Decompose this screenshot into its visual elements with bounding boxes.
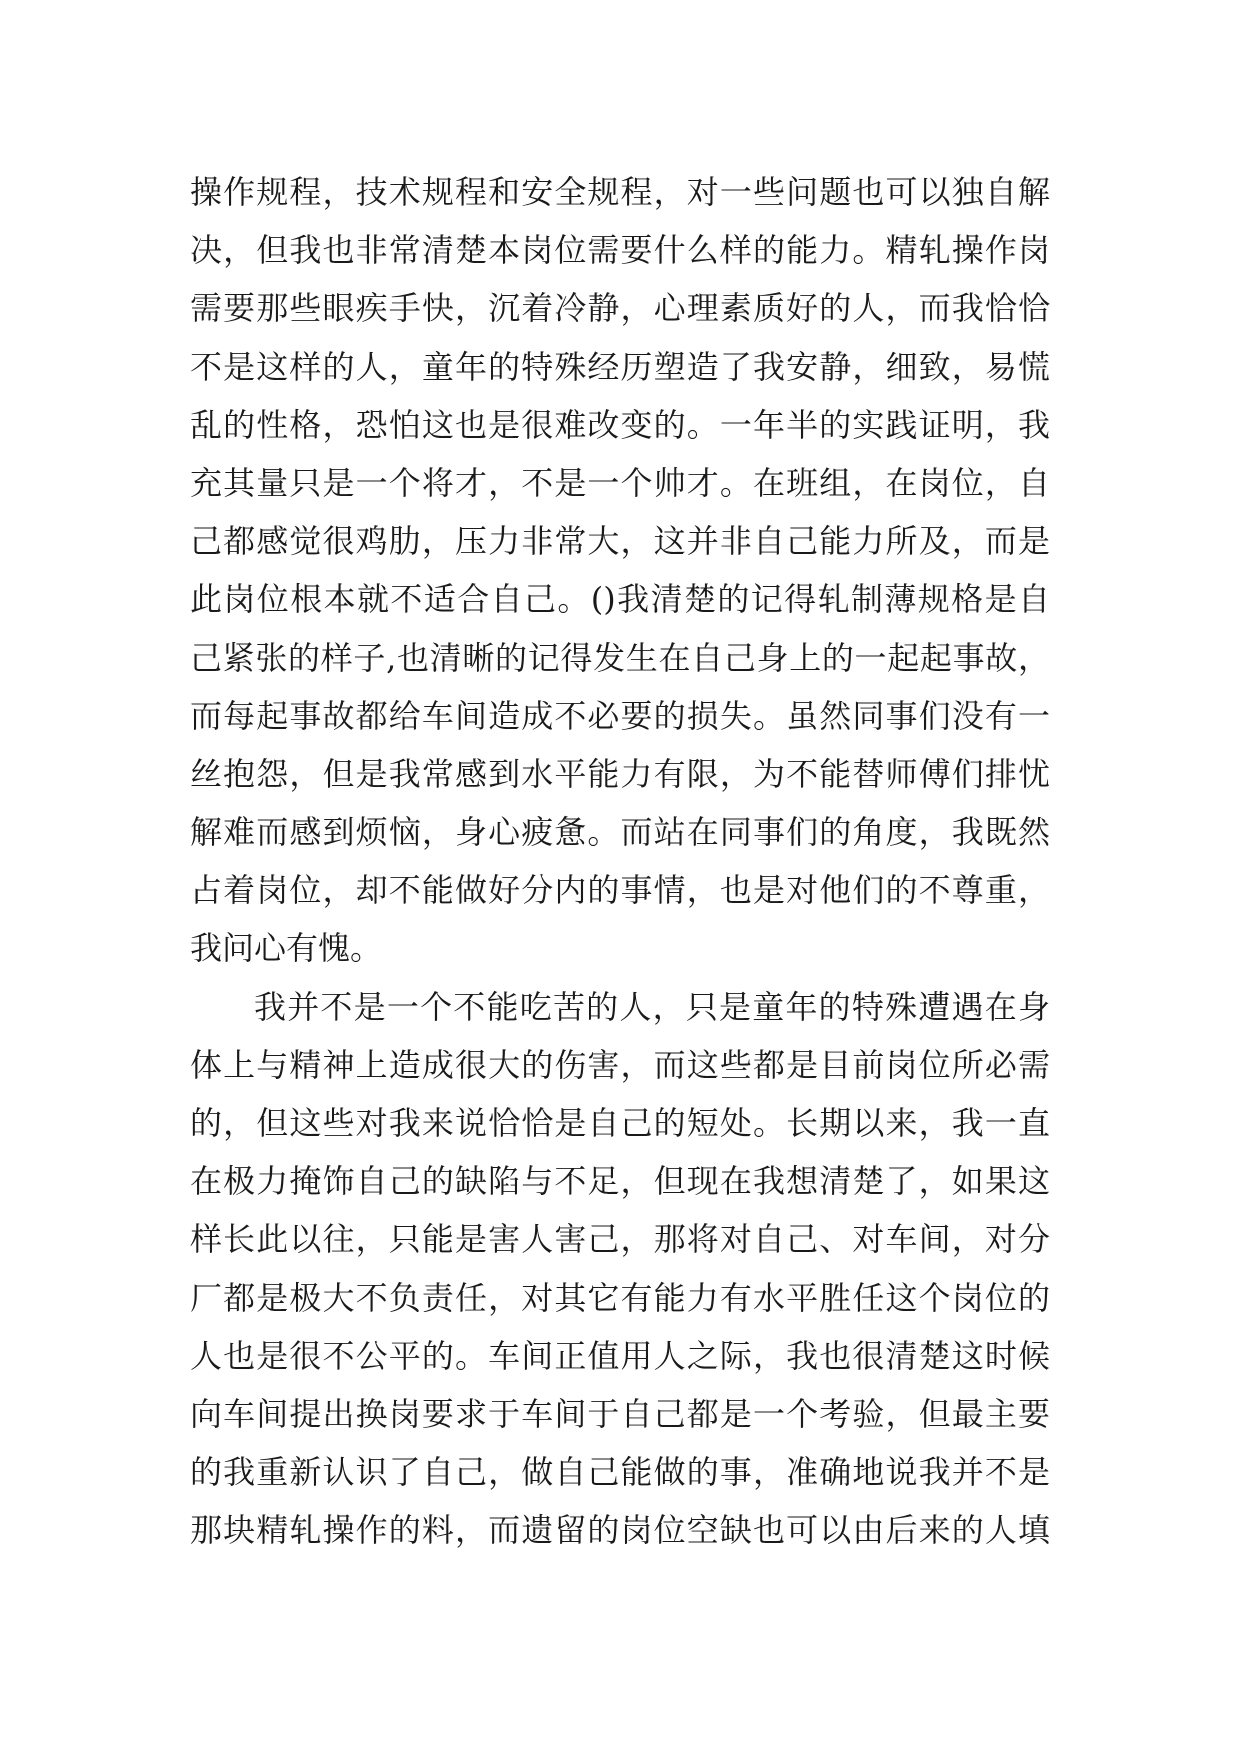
- text-line: 不是这样的人，童年的特殊经历塑造了我安静，细致，易慌: [190, 347, 1050, 386]
- text-line: 向车间提出换岗要求于车间于自己都是一个考验，但最主要: [190, 1394, 1050, 1433]
- text-line: 己紧张的样子,也清晰的记得发生在自己身上的一起起事故，: [190, 638, 1050, 677]
- text-line: 的我重新认识了自己，做自己能做的事，准确地说我并不是: [190, 1453, 1050, 1492]
- text-line: 需要那些眼疾手快，沉着冷静，心理素质好的人，而我恰恰: [190, 289, 1050, 328]
- text-line: 样长此以往，只能是害人害己，那将对自己、对车间，对分: [190, 1220, 1050, 1259]
- text-line: 在极力掩饰自己的缺陷与不足，但现在我想清楚了，如果这: [190, 1162, 1050, 1201]
- text-line: 此岗位根本就不适合自己。()我清楚的记得轧制薄规格是自: [190, 580, 1050, 619]
- paragraph-1: [190, 163, 1050, 978]
- text-line: 我问心有愧。: [190, 929, 383, 968]
- text-line: 丝抱怨，但是我常感到水平能力有限，为不能替师傅们排忧: [190, 754, 1050, 793]
- text-line: 我并不是一个不能吃苦的人，只是童年的特殊遭遇在身: [254, 987, 1050, 1026]
- text-line: 解难而感到烦恼，身心疲惫。而站在同事们的角度，我既然: [190, 813, 1050, 852]
- paragraph-2: [190, 978, 1050, 1560]
- text-line: 充其量只是一个将才，不是一个帅才。在班组，在岗位，自: [190, 463, 1050, 502]
- text-line: 人也是很不公平的。车间正值用人之际，我也很清楚这时候: [190, 1336, 1050, 1375]
- text-line: 而每起事故都给车间造成不必要的损失。虽然同事们没有一: [190, 696, 1050, 735]
- text-line: 操作规程，技术规程和安全规程，对一些问题也可以独自解: [190, 173, 1050, 211]
- text-line: 厂都是极大不负责任，对其它有能力有水平胜任这个岗位的: [190, 1278, 1050, 1317]
- text-line: 体上与精神上造成很大的伤害，而这些都是目前岗位所必需: [190, 1045, 1050, 1084]
- text-line: 的，但这些对我来说恰恰是自己的短处。长期以来，我一直: [190, 1104, 1050, 1142]
- body-text: [190, 163, 1050, 1560]
- text-line: 乱的性格，恐怕这也是很难改变的。一年半的实践证明，我: [190, 405, 1050, 444]
- text-line: 占着岗位，却不能做好分内的事情，也是对他们的不尊重，: [190, 871, 1050, 910]
- text-line: 那块精轧操作的料，而遗留的岗位空缺也可以由后来的人填: [190, 1511, 1050, 1550]
- text-line: 己都感觉很鸡肋，压力非常大，这并非自己能力所及，而是: [190, 522, 1050, 561]
- text-line: 决，但我也非常清楚本岗位需要什么样的能力。精轧操作岗: [190, 231, 1050, 270]
